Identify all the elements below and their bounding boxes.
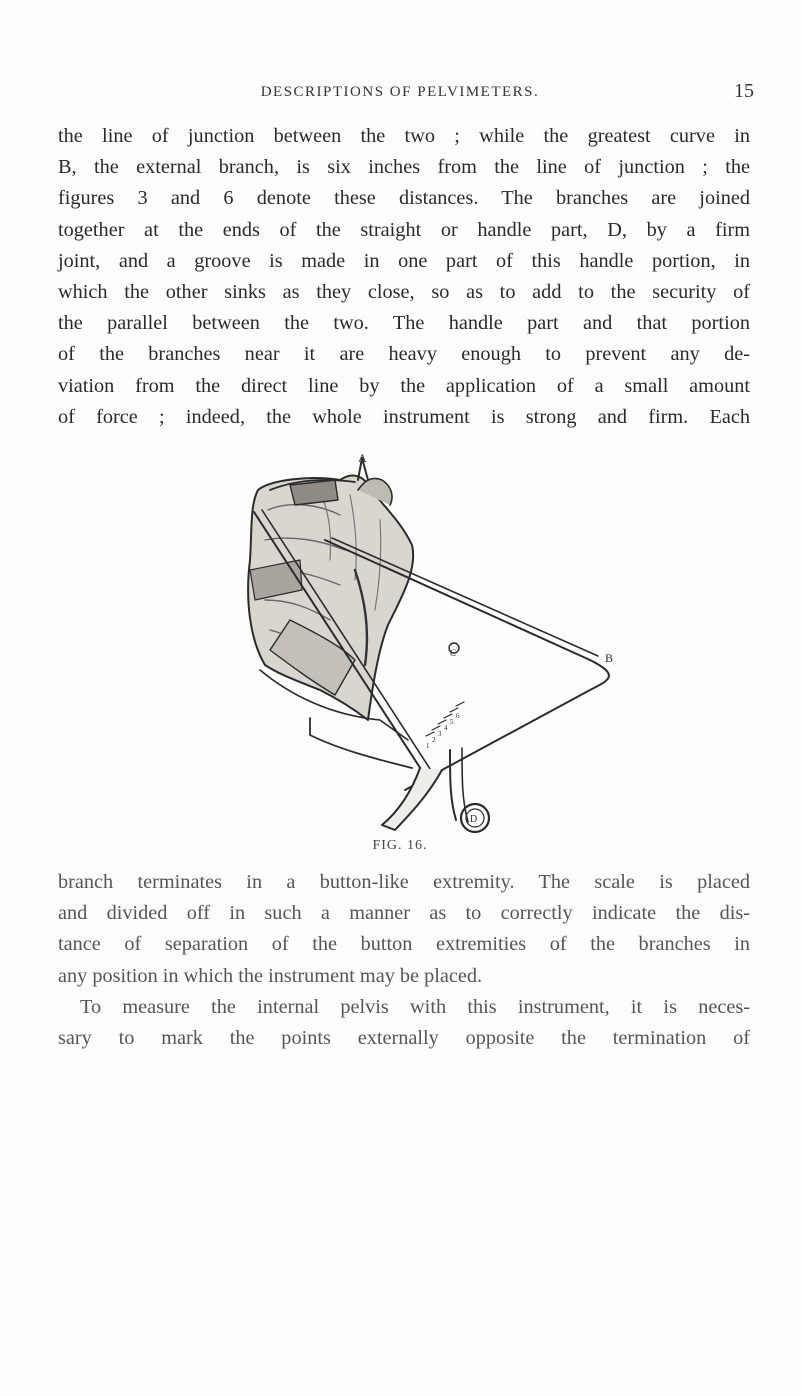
text-line: viation from the direct line by the application of a small amount xyxy=(58,374,750,397)
page-number: 15 xyxy=(734,80,754,102)
scale-mark: 2 xyxy=(432,736,436,744)
scale-mark: 5 xyxy=(450,718,454,726)
text-line: joint, and a groove is made in one part of this handle portion, in xyxy=(58,249,750,272)
handle-d xyxy=(382,768,442,830)
text-line: any position in which the instrument may be placed. xyxy=(58,964,483,987)
text-line: sary to mark the points externally opposite the termination of xyxy=(58,1026,750,1049)
scale-mark: 4 xyxy=(444,724,448,732)
text-line: together at the ends of the straight or handle part, D, by a firm xyxy=(58,218,750,241)
scale-mark: 3 xyxy=(438,730,442,738)
text-line: tance of separation of the button extremities of the branches in xyxy=(58,933,750,956)
text-line: To measure the internal pelvis with this instrument, it is neces- xyxy=(80,995,750,1018)
running-title: DESCRIPTIONS OF PELVIMETERS. xyxy=(260,84,540,100)
text-line: the parallel between the two. The handle part and that portion xyxy=(58,312,750,335)
text-line: of the branches near it are heavy enough to prevent any de- xyxy=(58,343,750,366)
figure-label-d: D xyxy=(470,814,478,825)
figure-label-a: A xyxy=(358,451,367,465)
figure-label-b: B xyxy=(605,651,614,665)
text-line: B, the external branch, is six inches from the line of junction ; the xyxy=(58,156,750,179)
figure-caption: FIG. 16. xyxy=(372,838,428,853)
scale-mark: 1 xyxy=(426,742,430,750)
paragraph-top xyxy=(58,121,750,433)
paragraph-bottom xyxy=(58,867,750,1054)
text-line: and divided off in such a manner as to correctly indicate the dis- xyxy=(58,902,750,925)
figure-label-c: C xyxy=(450,648,457,658)
scale-mark: 6 xyxy=(456,712,460,720)
pelvimeter-figure xyxy=(150,450,650,840)
text-line: figures 3 and 6 denote these distances. The branches are joined xyxy=(58,187,750,210)
text-line: the line of junction between the two ; while the greatest curve in xyxy=(58,125,750,147)
text-line: branch terminates in a button-like extremity. The scale is placed xyxy=(58,871,750,893)
text-line: of force ; indeed, the whole instrument is strong and firm. Each xyxy=(58,405,750,428)
text-line: which the other sinks as they close, so as to add to the security of xyxy=(58,280,750,303)
